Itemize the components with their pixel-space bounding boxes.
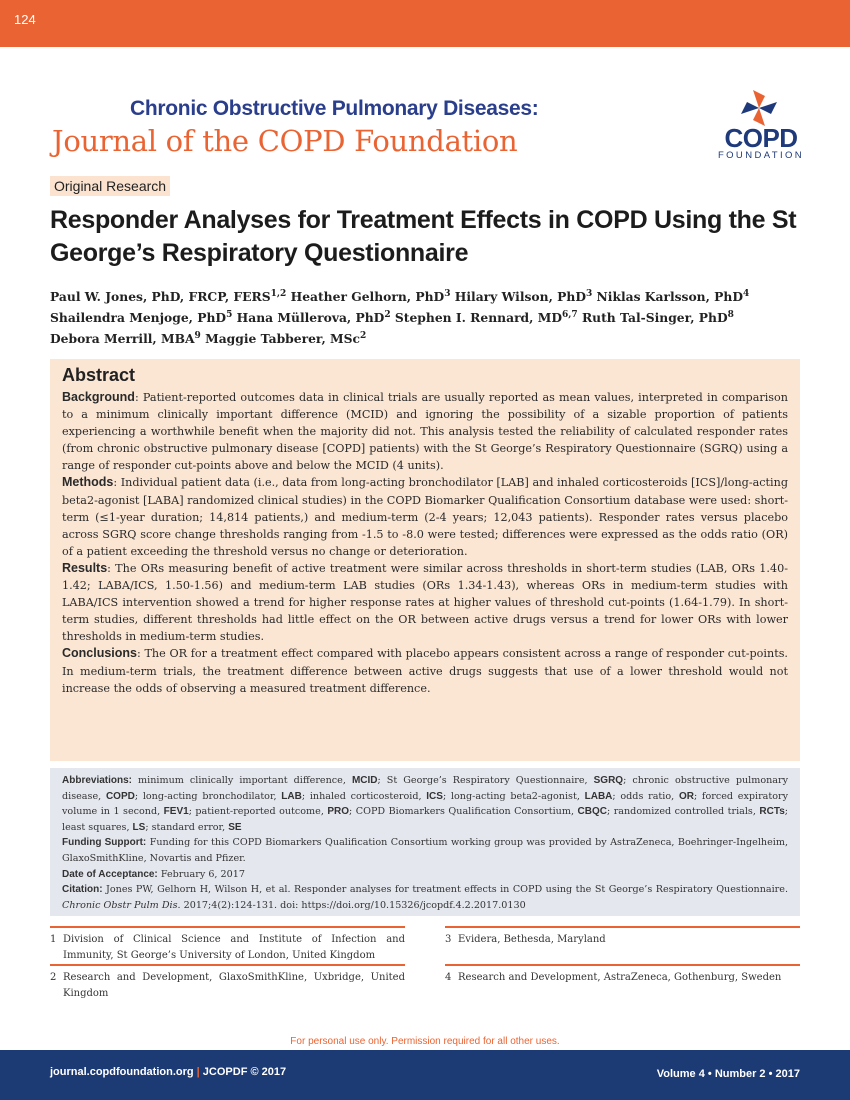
author-affiliation: 5 bbox=[226, 309, 233, 320]
citation-label: Citation: bbox=[62, 884, 103, 896]
abstract-section-label: Background bbox=[62, 390, 135, 404]
author-affiliation: 2 bbox=[384, 309, 391, 320]
acceptance-paragraph bbox=[62, 867, 788, 883]
affiliation-text: Research and Development, GlaxoSmithKline, Uxbridge, United Kingdom bbox=[63, 972, 405, 999]
abbreviation-code: CBQC bbox=[577, 806, 607, 818]
footer-volume: Volume 4 • Number 2 • 2017 bbox=[656, 1068, 800, 1080]
abbreviation-code: COPD bbox=[105, 790, 135, 802]
abbreviation-term: ; chronic obstructive pulmonary disease, bbox=[62, 775, 789, 802]
abstract-section-text: : The ORs measuring benefit of active treatment were similar across thresholds in short-term studies (LAB, ORs 1.40-1.42; LABA/ICS, 1.50-1.56) and medium-term LAB studies (ORs 1.34-1.43), whereas ORs in medium-term studies with LABA/ICS intervention showed a trend for higher response rates at higher values of threshold cut-points (1.64-1.79). In short-term studies, different thresholds had little effect on the OR between active drugs versus a trend for lower ORs with lower thresholds in medium-term studies. bbox=[62, 561, 788, 644]
author-list bbox=[50, 286, 810, 349]
author-affiliation: 2 bbox=[360, 330, 367, 341]
author: Shailendra Menjoge, PhD bbox=[50, 310, 227, 325]
citation-paragraph bbox=[62, 882, 788, 913]
author-affiliation: 8 bbox=[727, 309, 734, 320]
footer-left bbox=[50, 1066, 286, 1078]
author: Hilary Wilson, PhD bbox=[454, 289, 586, 304]
acceptance-date: February 6, 2017 bbox=[157, 868, 245, 880]
abstract-section-text: : Individual patient data (i.e., data from long-acting bronchodilator [LAB] and inhaled corticosteroids [ICS]/long-acting beta2-agonist [LABA] randomized clinical studies) in the COPD Biomarker Qualification Consortium database were used: short-term (≤1-year duration; 14,814 patients,) and medium-term (2-4 years; 12,043 patients). Responder rates versus placebo across SGRQ score change thresholds ranging from -1.5 to -8.0 were tested; differences were expressed as the odds ratio (OR) of a patient exceeding the threshold versus no change or deterioration. bbox=[62, 476, 788, 558]
author: Stephen I. Rennard, MD bbox=[394, 310, 562, 325]
affiliation-number: 3 bbox=[445, 934, 452, 945]
page-number: 124 bbox=[14, 12, 36, 27]
abbreviation-term: ; long-acting beta2-agonist, bbox=[442, 790, 585, 802]
abbreviation-code: ICS bbox=[426, 790, 443, 802]
abbreviation-code: RCTs bbox=[759, 806, 785, 818]
abbreviation-code: PRO bbox=[327, 806, 350, 818]
author: Hana Müllerova, PhD bbox=[236, 310, 385, 325]
funding-label: Funding Support: bbox=[62, 837, 147, 849]
abstract-box bbox=[50, 359, 800, 761]
top-banner bbox=[0, 0, 850, 47]
author: Niklas Karlsson, PhD bbox=[596, 289, 744, 304]
abbreviation-term: ; patient-reported outcome, bbox=[188, 806, 328, 818]
abstract-section bbox=[62, 645, 788, 696]
abbreviation-code: FEV1 bbox=[163, 806, 189, 818]
pinwheel-icon bbox=[739, 88, 779, 128]
logo-subtitle: FOUNDATION bbox=[717, 150, 805, 161]
metadata-body bbox=[62, 773, 788, 913]
author-affiliation: 3 bbox=[585, 288, 593, 299]
author: Ruth Tal-Singer, PhD bbox=[581, 310, 728, 325]
abbreviation-term: ; odds ratio, bbox=[612, 790, 679, 802]
abbreviation-term: ; least squares, bbox=[62, 806, 789, 833]
author: Maggie Tabberer, MSc bbox=[205, 331, 361, 346]
abbreviation-code: LABA bbox=[584, 790, 613, 802]
abstract-heading: Abstract bbox=[62, 365, 136, 385]
affiliation-number: 4 bbox=[445, 972, 452, 983]
affiliation-4 bbox=[445, 964, 800, 986]
abbreviation-code: OR bbox=[678, 790, 694, 802]
article-title: Responder Analyses for Treatment Effects in COPD Using the St George’s Respiratory Questionnaire bbox=[50, 206, 797, 267]
journal-subtitle: Chronic Obstructive Pulmonary Diseases: bbox=[130, 97, 539, 120]
abbreviation-code: SE bbox=[228, 821, 242, 833]
author: Paul W. Jones, PhD, FRCP, FERS bbox=[50, 289, 271, 304]
funding-text: Funding for this COPD Biomarkers Qualification Consortium working group was provided by AstraZeneca, Boehringer-Ingelheim, GlaxoSmithKline, Novartis and Pfizer. bbox=[62, 837, 788, 864]
footer-copyright: JCOPDF © 2017 bbox=[202, 1066, 287, 1078]
citation-journal: Chronic Obstr Pulm Dis bbox=[62, 899, 178, 911]
abbreviation-term: minimum clinically important difference, bbox=[132, 775, 352, 786]
author-affiliation: 4 bbox=[743, 288, 750, 299]
abbreviation-code: LAB bbox=[281, 790, 302, 802]
article-metadata-box bbox=[50, 768, 800, 916]
abbreviation-term: ; COPD Biomarkers Qualification Consortium, bbox=[349, 806, 578, 818]
funding-paragraph bbox=[62, 835, 788, 866]
abbreviations-label: Abbreviations: bbox=[62, 775, 133, 786]
abbreviation-term: ; randomized controlled trials, bbox=[606, 806, 760, 818]
abstract-section-label: Results bbox=[62, 560, 108, 575]
abstract-section-label: Methods bbox=[62, 475, 114, 490]
citation-tail: . 2017;4(2):124-131. doi: https://doi.org/10.15326/jcopdf.4.2.2017.0130 bbox=[177, 899, 526, 911]
logo-wordmark: COPD bbox=[724, 123, 798, 153]
abstract-body bbox=[62, 389, 788, 697]
affiliation-text: Research and Development, AstraZeneca, Gothenburg, Sweden bbox=[458, 972, 782, 983]
affiliation-text: Evidera, Bethesda, Maryland bbox=[458, 934, 606, 945]
affiliation-number: 1 bbox=[50, 934, 57, 945]
journal-url-link[interactable]: journal.copdfoundation.org bbox=[50, 1066, 194, 1078]
citation-text: Jones PW, Gelhorn H, Wilson H, et al. Responder analyses for treatment effects in COPD using the St George’s Respiratory Questionnaire. bbox=[102, 884, 788, 896]
abstract-section-label: Conclusions bbox=[62, 646, 138, 661]
abbreviation-term: ; St George’s Respiratory Questionnaire, bbox=[377, 775, 594, 786]
author-affiliation: 6,7 bbox=[561, 309, 578, 320]
abbreviation-code: SGRQ bbox=[593, 775, 624, 786]
abstract-section-text: : The OR for a treatment effect compared with placebo appears consistent across a range of responder cut-points. In medium-term trials, the treatment difference between active drugs suggests that use of a lower threshold would not increase the odds of observing a measured treatment difference. bbox=[62, 647, 788, 695]
abbreviation-term: ; inhaled corticosteroid, bbox=[301, 790, 427, 802]
affiliation-2 bbox=[50, 964, 405, 1002]
author-affiliation: 3 bbox=[444, 288, 451, 299]
affiliation-3 bbox=[445, 926, 800, 948]
author: Heather Gelhorn, PhD bbox=[290, 289, 445, 304]
abbreviation-term: ; standard error, bbox=[145, 821, 229, 833]
abbreviations-paragraph bbox=[62, 773, 788, 835]
abstract-section bbox=[62, 474, 788, 559]
abstract-section bbox=[62, 560, 788, 645]
author-affiliation: 9 bbox=[194, 330, 201, 341]
author: Debora Merrill, MBA bbox=[50, 331, 195, 346]
affiliation-text: Division of Clinical Science and Institute of Infection and Immunity, St George’s University of London, United Kingdom bbox=[63, 934, 405, 961]
abstract-section bbox=[62, 389, 788, 474]
footer-separator: | bbox=[193, 1066, 203, 1078]
affiliation-number: 2 bbox=[50, 972, 57, 983]
abbreviation-code: LS bbox=[132, 821, 146, 833]
affiliation-1 bbox=[50, 926, 405, 964]
article-type-tag: Original Research bbox=[50, 176, 170, 196]
journal-name: Journal of the COPD Foundation bbox=[52, 124, 518, 158]
abstract-section-text: : Patient-reported outcomes data in clinical trials are usually reported as mean values, interpreted in comparison to a minimum clinically important difference (MCID) and ignoring the possibility of a sizable proportion of patients experiencing a worthwhile benefit when the majority did not. This analysis tested the reliability of calculated responder rates (from chronic obstructive pulmonary disease [COPD] patients) with the St George’s Respiratory Questionnaire (SGRQ) using a range of responder cut-points above and below the MCID (4 units). bbox=[62, 391, 788, 473]
abbreviation-code: MCID bbox=[351, 775, 378, 786]
copd-foundation-logo bbox=[716, 88, 806, 162]
abbreviation-term: ; forced expiratory volume in 1 second, bbox=[62, 790, 789, 818]
acceptance-label: Date of Acceptance: bbox=[62, 868, 158, 880]
usage-notice: For personal use only. Permission required for all other uses. bbox=[290, 1036, 560, 1047]
abbreviation-term: ; long-acting bronchodilator, bbox=[134, 790, 282, 802]
author-affiliation: 1,2 bbox=[270, 288, 287, 299]
